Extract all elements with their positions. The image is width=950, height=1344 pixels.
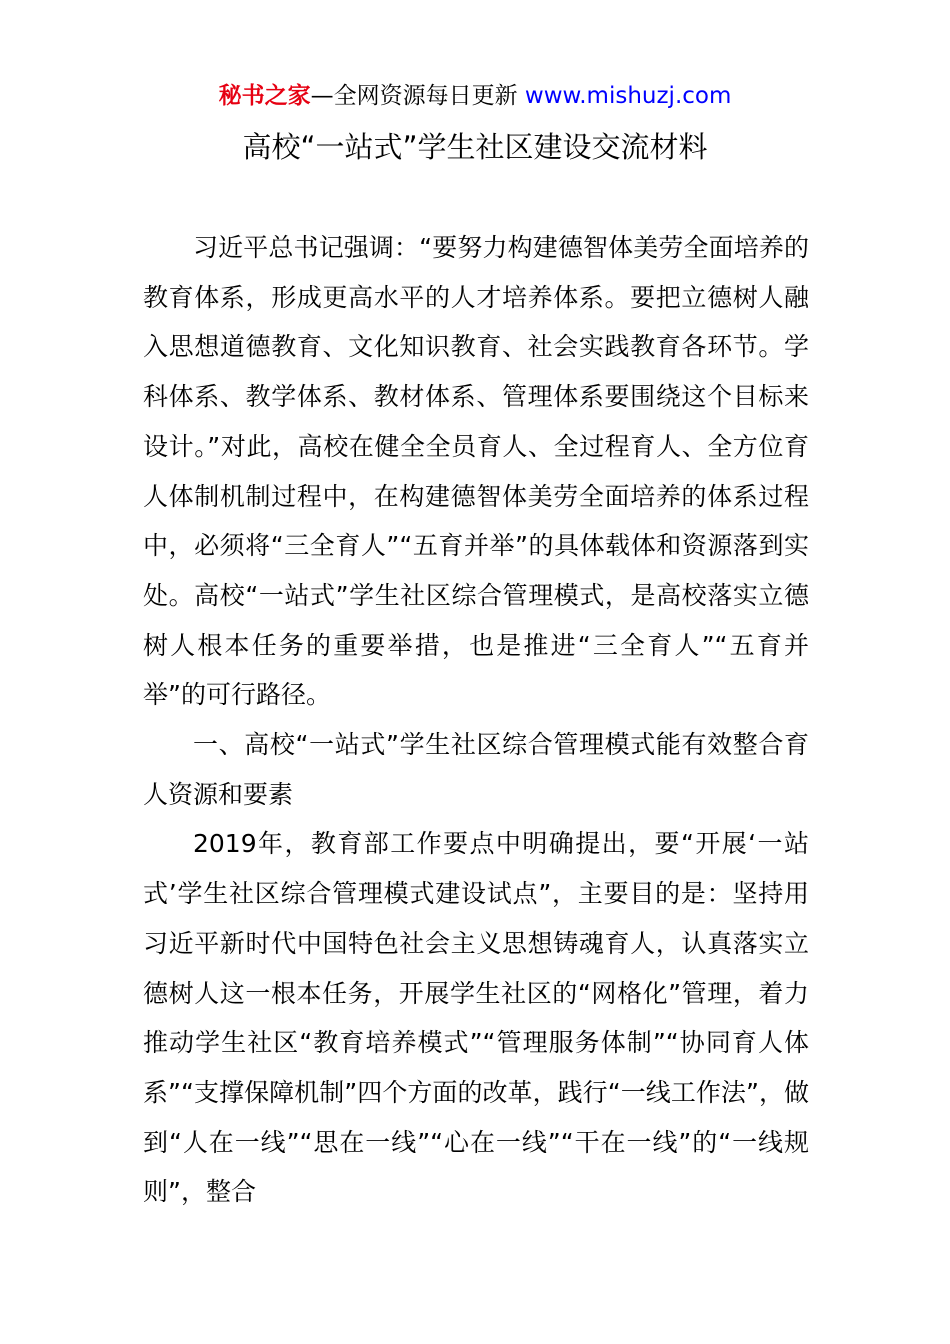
paragraph-intro: 习近平总书记强调：“要努力构建德智体美劳全面培养的教育体系，形成更高水平的人才培养体系。要把立德树人融入思想道德教育、文化知识教育、社会实践教育各环节。学科体系、教学体系、教材体系、管理体系要围绕这个目标来设计。”对此，高校在健全全员育人、全过程育人、全方位育人体制机制过程中，在构建德智体美劳全面培养的体系过程中，必须将“三全育人”“五育并举”的具体载体和资源落到实处。高校“一站式”学生社区综合管理模式，是高校落实立德树人根本任务的重要举措，也是推进“三全育人”“五育并举”的可行路径。 <box>143 233 809 710</box>
paragraph-section-1: 2019年，教育部工作要点中明确提出，要“开展‘一站式’学生社区综合管理模式建设试点”，主要目的是：坚持用习近平新时代中国特色社会主义思想铸魂育人，认真落实立德树人这一根本任务，开展学生社区的“网格化”管理，着力推动学生社区“教育培养模式”“管理服务体制”“协同育人体系”“支撑保障机制”四个方面的改革，践行“一线工作法”，做到“人在一线”“思在一线”“心在一线”“干在一线”的“一线规则”，整合 <box>143 829 809 1207</box>
document-body <box>143 223 809 1217</box>
site-header <box>0 80 950 112</box>
site-brand: 秘书之家 <box>218 83 311 109</box>
site-url-link[interactable]: www.mishuzj.com <box>524 83 732 109</box>
section-heading-1: 一、高校“一站式”学生社区综合管理模式能有效整合育人资源和要素 <box>143 730 809 809</box>
site-tagline: —全网资源每日更新 <box>310 83 518 109</box>
document-title: 高校“一站式”学生社区建设交流材料 <box>242 130 708 164</box>
